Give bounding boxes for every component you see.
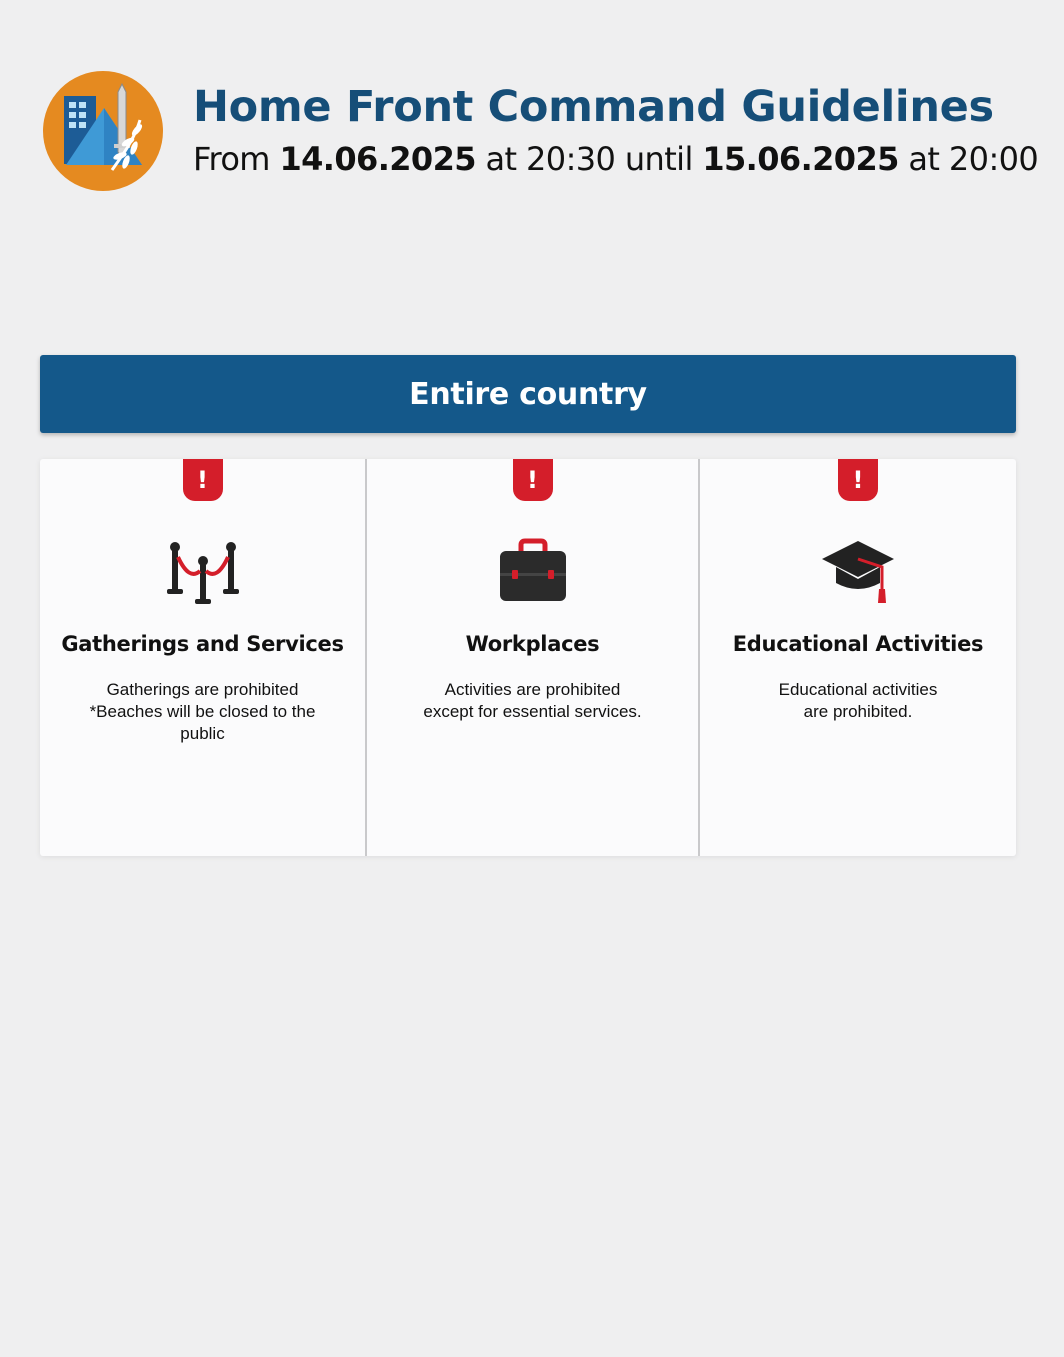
alert-icon: ! [513,459,553,501]
card-description [724,679,992,723]
stanchion-rope-barrier-icon [163,537,243,609]
card-gatherings [40,459,365,856]
end-date: 15.06.2025 [702,140,899,178]
card-description-line: public [180,724,225,743]
card-title: Workplaces [465,632,600,656]
card-description-line: Activities are prohibited [444,680,621,699]
home-front-command-logo-icon [42,70,164,192]
at-label-end: at [908,140,940,178]
start-date: 14.06.2025 [279,140,476,178]
page-title: Home Front Command Guidelines [193,82,994,132]
alert-icon: ! [838,459,878,501]
region-banner [40,355,1016,433]
card-description [391,679,674,723]
until-label: until [624,140,693,178]
card-description-line: are prohibited. [803,702,913,721]
card-title: Educational Activities [732,632,984,656]
validity-period [193,138,1038,180]
card-description-line: *Beaches will be closed to the [89,702,316,721]
from-label: From [193,140,270,178]
region-label: Entire country [409,376,647,412]
guideline-cards [40,459,1016,856]
at-label-start: at [485,140,517,178]
card-description-line: Educational activities [778,680,938,699]
page-header [42,68,1042,193]
briefcase-icon [493,537,573,609]
start-time: 20:30 [526,140,616,178]
card-title: Gatherings and Services [61,632,344,656]
graduation-cap-icon [818,537,898,609]
card-description [64,679,341,745]
card-workplaces [365,459,698,856]
alert-icon: ! [183,459,223,501]
end-time: 20:00 [948,140,1039,178]
card-description-line: except for essential services. [423,702,642,721]
card-description-line: Gatherings are prohibited [106,680,299,699]
card-educational [698,459,1016,856]
